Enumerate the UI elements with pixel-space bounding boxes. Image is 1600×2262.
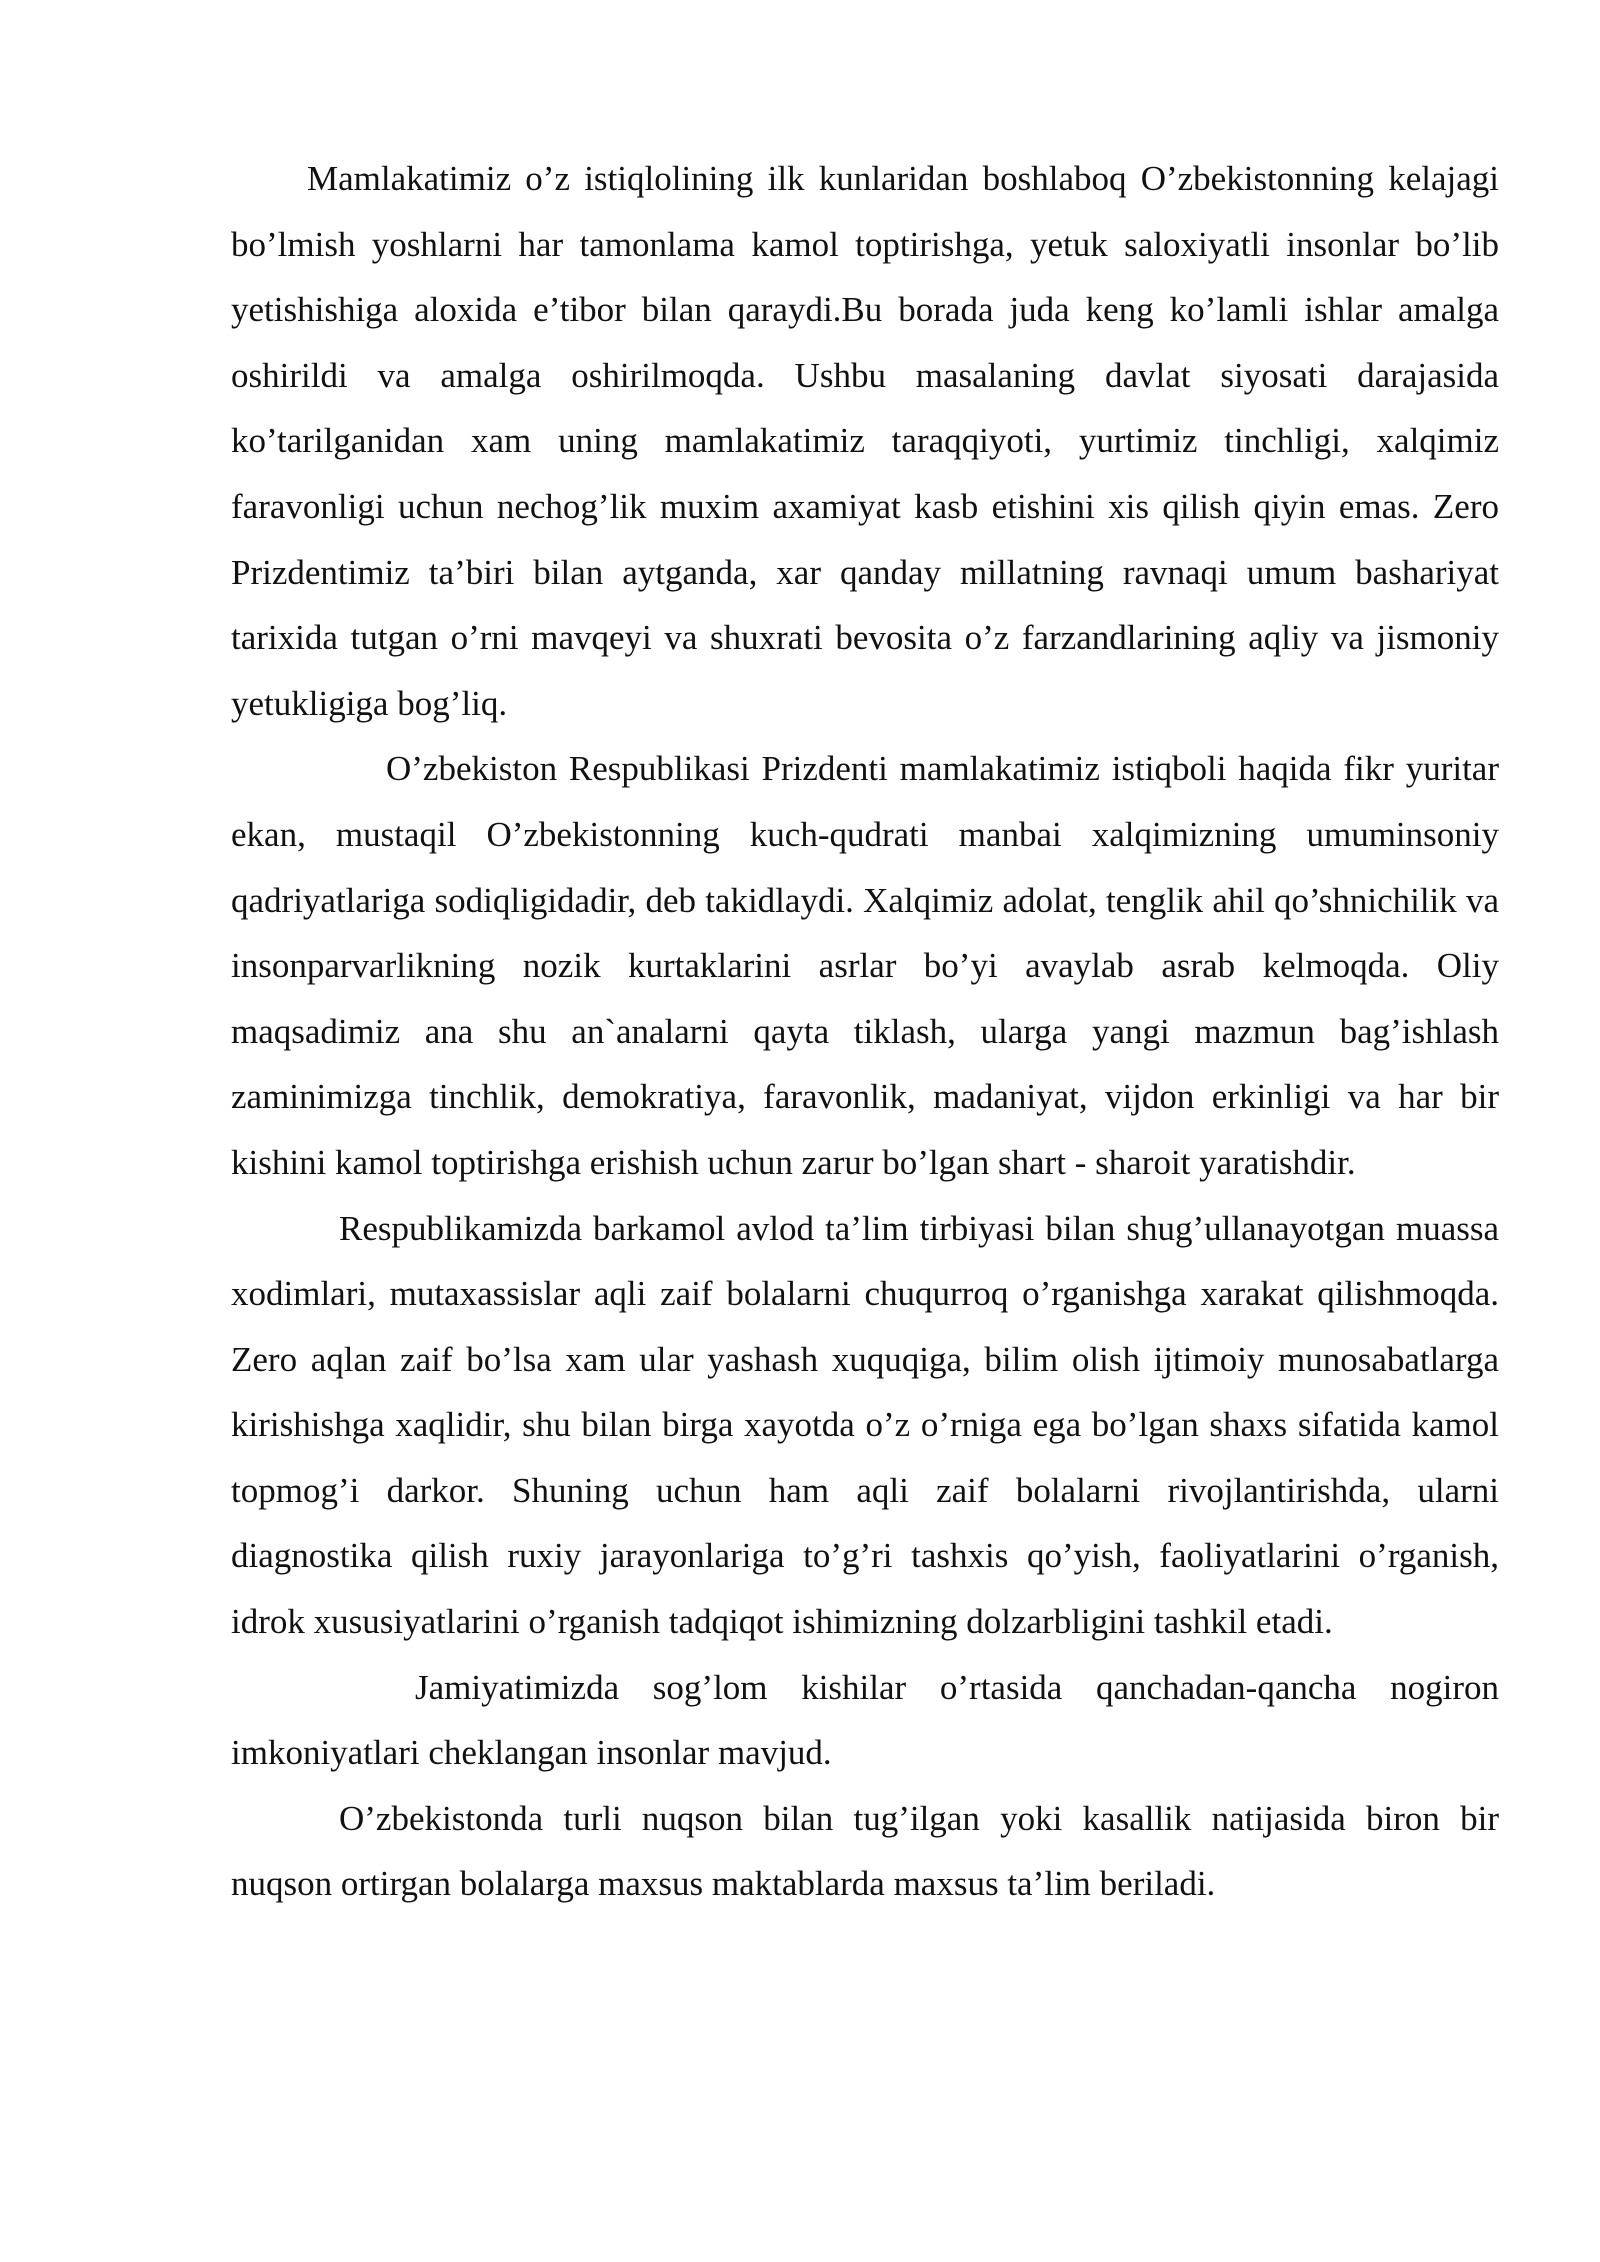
- paragraph-3: Respublikamizda barkamol avlod ta’lim tirbiyasi bilan shug’ullanayotgan muassa xodimlari, mutaxassislar aqli zaif bolalarni chuqurroq o’rganishga xarakat qilishmoqda. Zero aqlan zaif bo’lsa xam ular yashash xuquqiga, bilim olish ijtimoiy munosabatlarga kirishishga xaqlidir, shu bilan birga xayotda o’z o’rniga ega bo’lgan shaxs sifatida kamol topmog’i darkor. Shuning uchun ham aqli zaif bolalarni rivojlantirishda, ularni diagnostika qilish ruxiy jarayonlariga to’g’ri tashxis qo’yish, faoliyatlarini o’rganish, idrok xususiyatlarini o’rganish tadqiqot ishimizning dolzarbligini tashkil etadi.: [231, 1208, 1499, 1642]
- paragraph-4: Jamiyatimizda sog’lom kishilar o’rtasida qanchadan-qancha nogiron imkoniyatlari cheklangan insonlar mavjud.: [231, 1667, 1499, 1773]
- document-page: [231, 146, 1499, 1917]
- paragraph-5: O’zbekistonda turli nuqson bilan tug’ilgan yoki kasallik natijasida biron bir nuqson ortirgan bolalarga maxsus maktablarda maxsus ta’lim beriladi.: [231, 1798, 1499, 1904]
- paragraph-1: Mamlakatimiz o’z istiqlolining ilk kunlaridan boshlaboq O’zbekistonning kelajagi bo’lmish yoshlarni har tamonlama kamol toptirishga, yetuk saloxiyatli insonlar bo’lib yetishishiga aloxida e’tibor bilan qaraydi.Bu borada juda keng ko’lamli ishlar amalga oshirildi va amalga oshirilmoqda. Ushbu masalaning davlat siyosati darajasida ko’tarilganidan xam uning mamlakatimiz taraqqiyoti, yurtimiz tinchligi, xalqimiz faravonligi uchun nechog’lik muxim axamiyat kasb etishini xis qilish qiyin emas. Zero Prizdentimiz ta’biri bilan aytganda, xar qanday millatning ravnaqi umum bashariyat tarixida tutgan o’rni mavqeyi va shuxrati bevosita o’z farzandlarining aqliy va jismoniy yetukligiga bog’liq.: [231, 159, 1499, 723]
- paragraph-2: O’zbekiston Respublikasi Prizdenti mamlakatimiz istiqboli haqida fikr yuritar ekan, mustaqil O’zbekistonning kuch-qudrati manbai xalqimizning umuminsoniy qadriyatlariga sodiqligidadir, deb takidlaydi. Xalqimiz adolat, tenglik ahil qo’shnichilik va insonparvarlikning nozik kurtaklarini asrlar bo’yi avaylab asrab kelmoqda. Oliy maqsadimiz ana shu an`analarni qayta tiklash, ularga yangi mazmun bag’ishlash zaminimizga tinchlik, demokratiya, faravonlik, madaniyat, vijdon erkinligi va har bir kishini kamol toptirishga erishish uchun zarur bo’lgan shart - sharoit yaratishdir.: [231, 749, 1499, 1182]
